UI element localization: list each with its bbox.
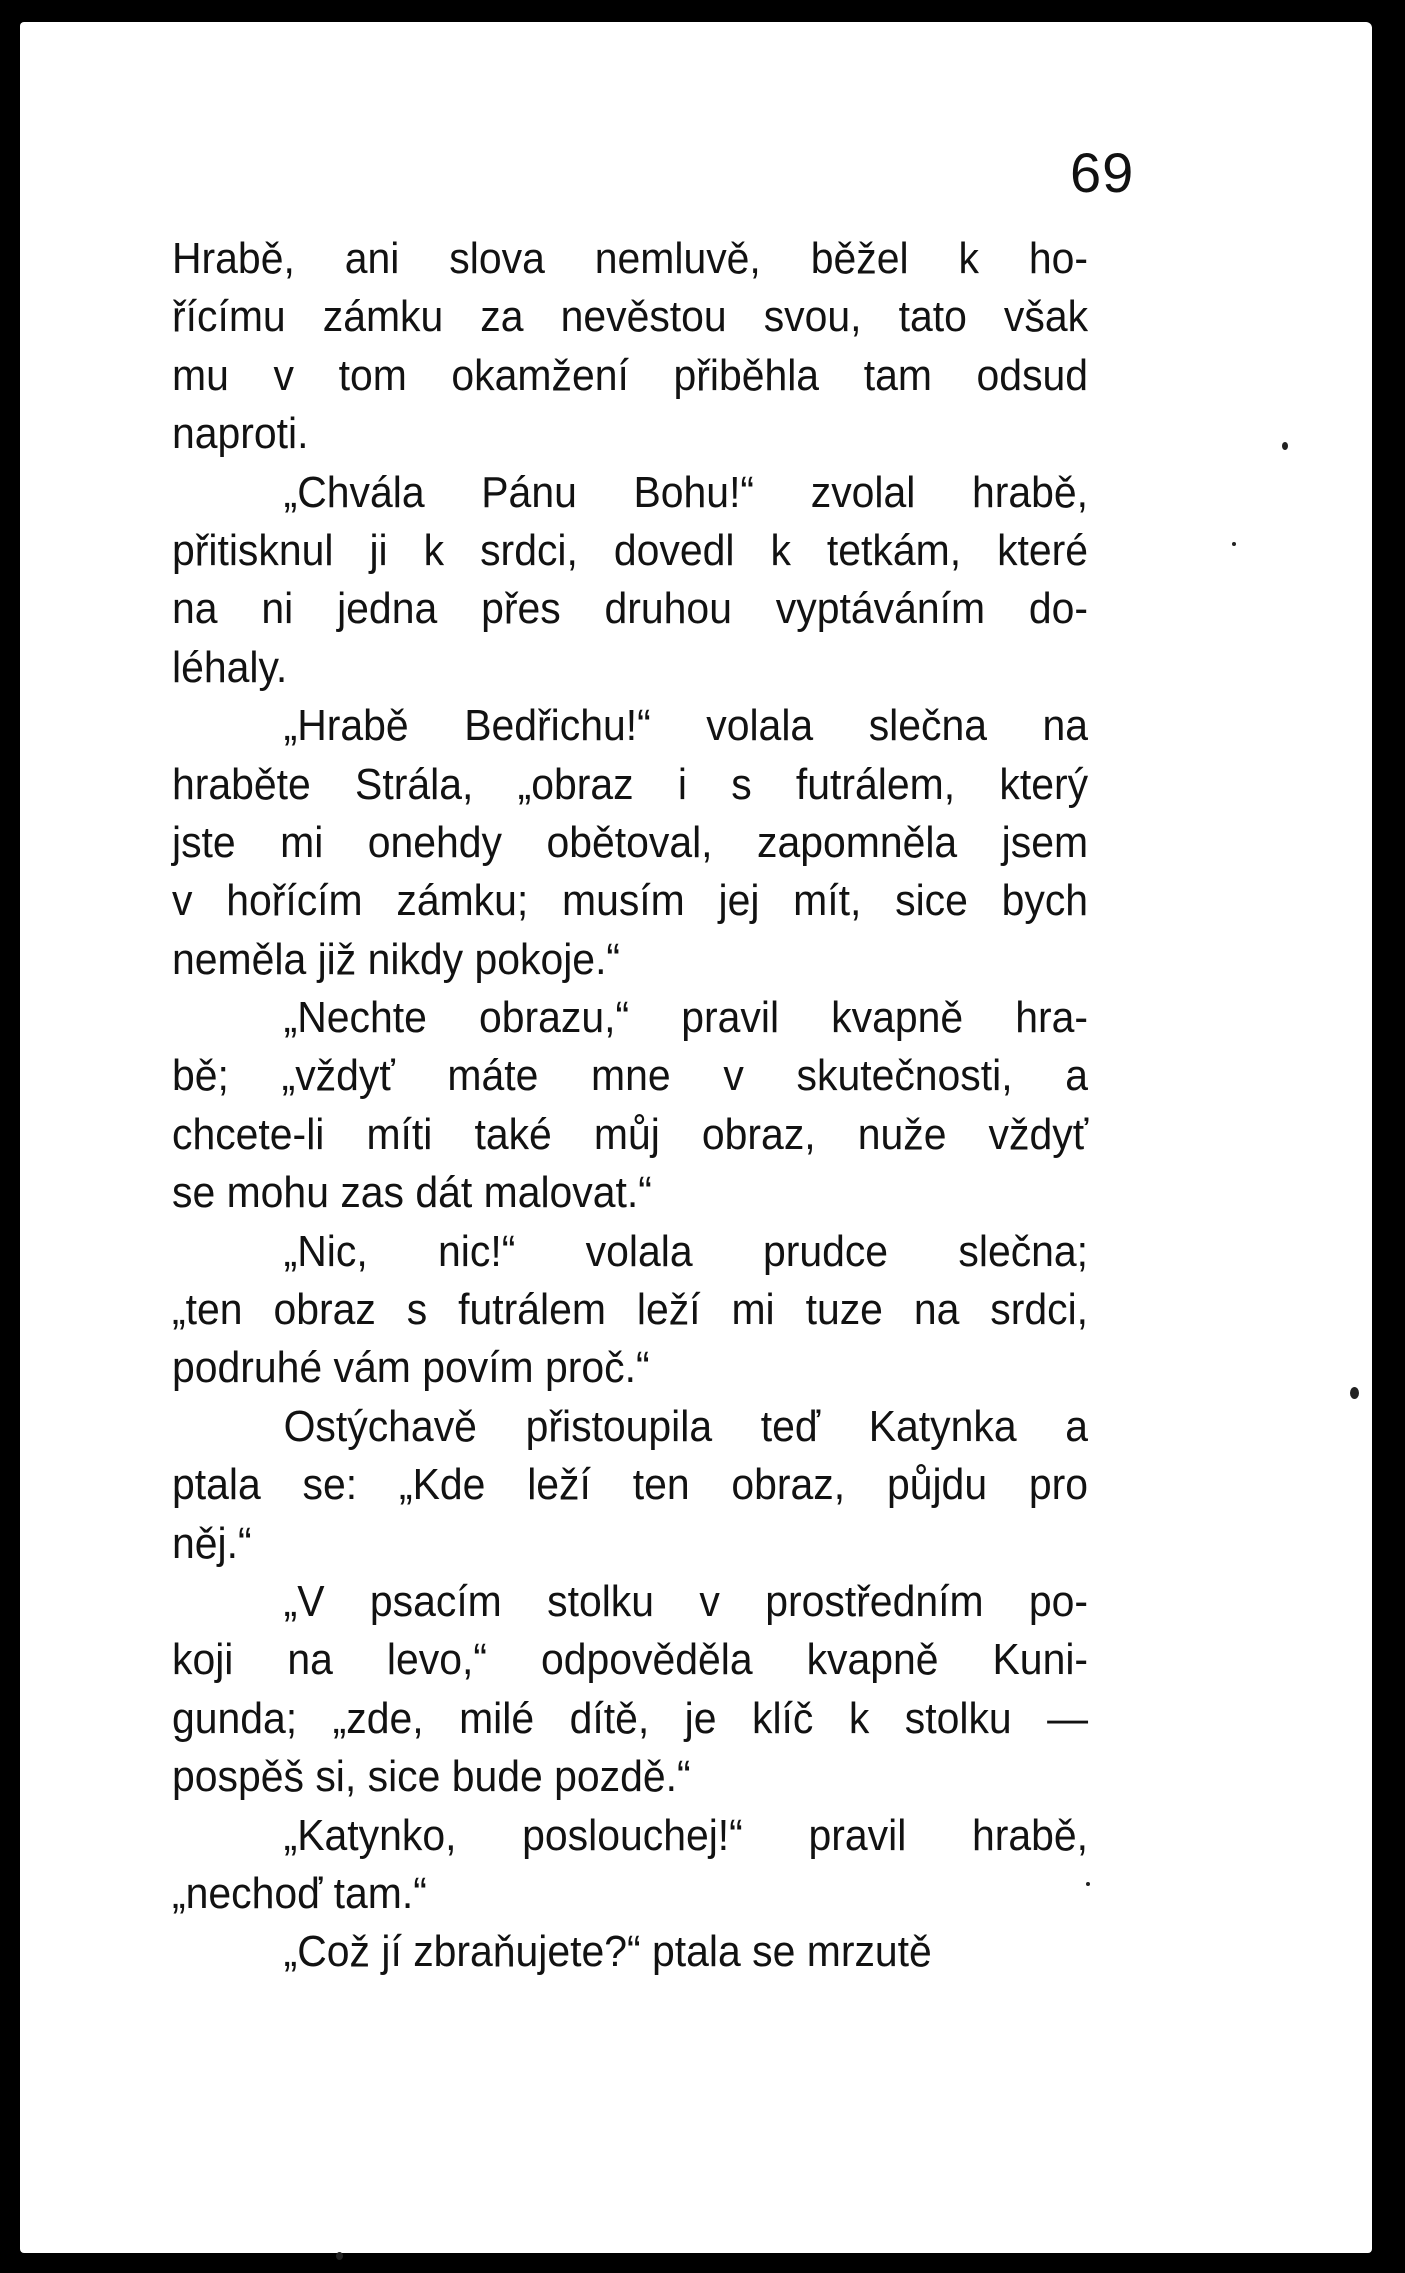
text-line: podruhé vám povím proč.“ xyxy=(172,1343,650,1393)
book-page xyxy=(20,22,1372,2253)
text-line: ptala se: „Kde leží ten obraz, půjdu pro xyxy=(172,1460,1089,1510)
text-line: na ni jedna přes druhou vyptáváním do- xyxy=(172,584,1089,634)
scan-speck xyxy=(1232,542,1236,546)
text-line: se mohu zas dát malovat.“ xyxy=(172,1168,652,1218)
text-line: mu v tom okamžení přiběhla tam odsud xyxy=(172,350,1089,400)
text-line: něj.“ xyxy=(172,1518,252,1568)
text-line: léhaly. xyxy=(172,642,288,692)
text-line: „V psacím stolku v prostředním po- xyxy=(283,1576,1089,1626)
text-line: Hrabě, ani slova nemluvě, běžel k ho- xyxy=(172,234,1089,283)
text-line: „Katynko, poslouchej!“ pravil hrabě, xyxy=(283,1810,1089,1860)
text-line: „Chvála Pánu Bohu!“ zvolal hrabě, xyxy=(283,467,1089,517)
text-line: naproti. xyxy=(172,409,309,459)
text-line: řícímu zámku za nevěstou svou, tato však xyxy=(172,292,1089,342)
text-line: „Což jí zbraňujete?“ ptala se mrzutě xyxy=(283,1927,932,1977)
text-line: v hořícím zámku; musím jej mít, sice bych xyxy=(172,876,1089,926)
binding-mark xyxy=(0,1440,8,1470)
binding-mark xyxy=(0,690,10,730)
scan-speck xyxy=(1350,1387,1359,1399)
text-line: „ten obraz s futrálem leží mi tuze na srdci, xyxy=(172,1285,1089,1335)
text-line: jste mi onehdy obětoval, zapomněla jsem xyxy=(172,817,1089,867)
text-line: hraběte Strála, „obraz i s futrálem, který xyxy=(172,759,1089,809)
text-line: bě; „vždyť máte mne v skutečnosti, a xyxy=(172,1051,1089,1101)
text-line: „Nic, nic!“ volala prudce slečna; xyxy=(283,1226,1089,1276)
text-line: přitisknul ji k srdci, dovedl k tetkám, které xyxy=(172,525,1089,575)
text-line: pospěš si, sice bude pozdě.“ xyxy=(172,1752,691,1802)
text-line: chcete-li míti také můj obraz, nuže vždyť xyxy=(172,1109,1089,1159)
text-line: koji na levo,“ odpověděla kvapně Kuni- xyxy=(172,1635,1089,1685)
page-number: 69 xyxy=(1070,141,1135,204)
text-line: Ostýchavě přistoupila teď Katynka a xyxy=(283,1401,1089,1451)
scan-speck xyxy=(336,2252,343,2260)
text-line: „nechoď tam.“ xyxy=(172,1868,427,1918)
text-line: „Hrabě Bedřichu!“ volala slečna na xyxy=(283,701,1089,751)
text-line: „Nechte obrazu,“ pravil kvapně hra- xyxy=(283,993,1089,1043)
body-text xyxy=(172,230,1088,1982)
text-line: neměla již nikdy pokoje.“ xyxy=(172,934,621,984)
scan-speck xyxy=(1282,442,1288,450)
text-line: gunda; „zde, milé dítě, je klíč k stolku — xyxy=(172,1693,1089,1743)
scan-speck xyxy=(1086,1882,1090,1886)
